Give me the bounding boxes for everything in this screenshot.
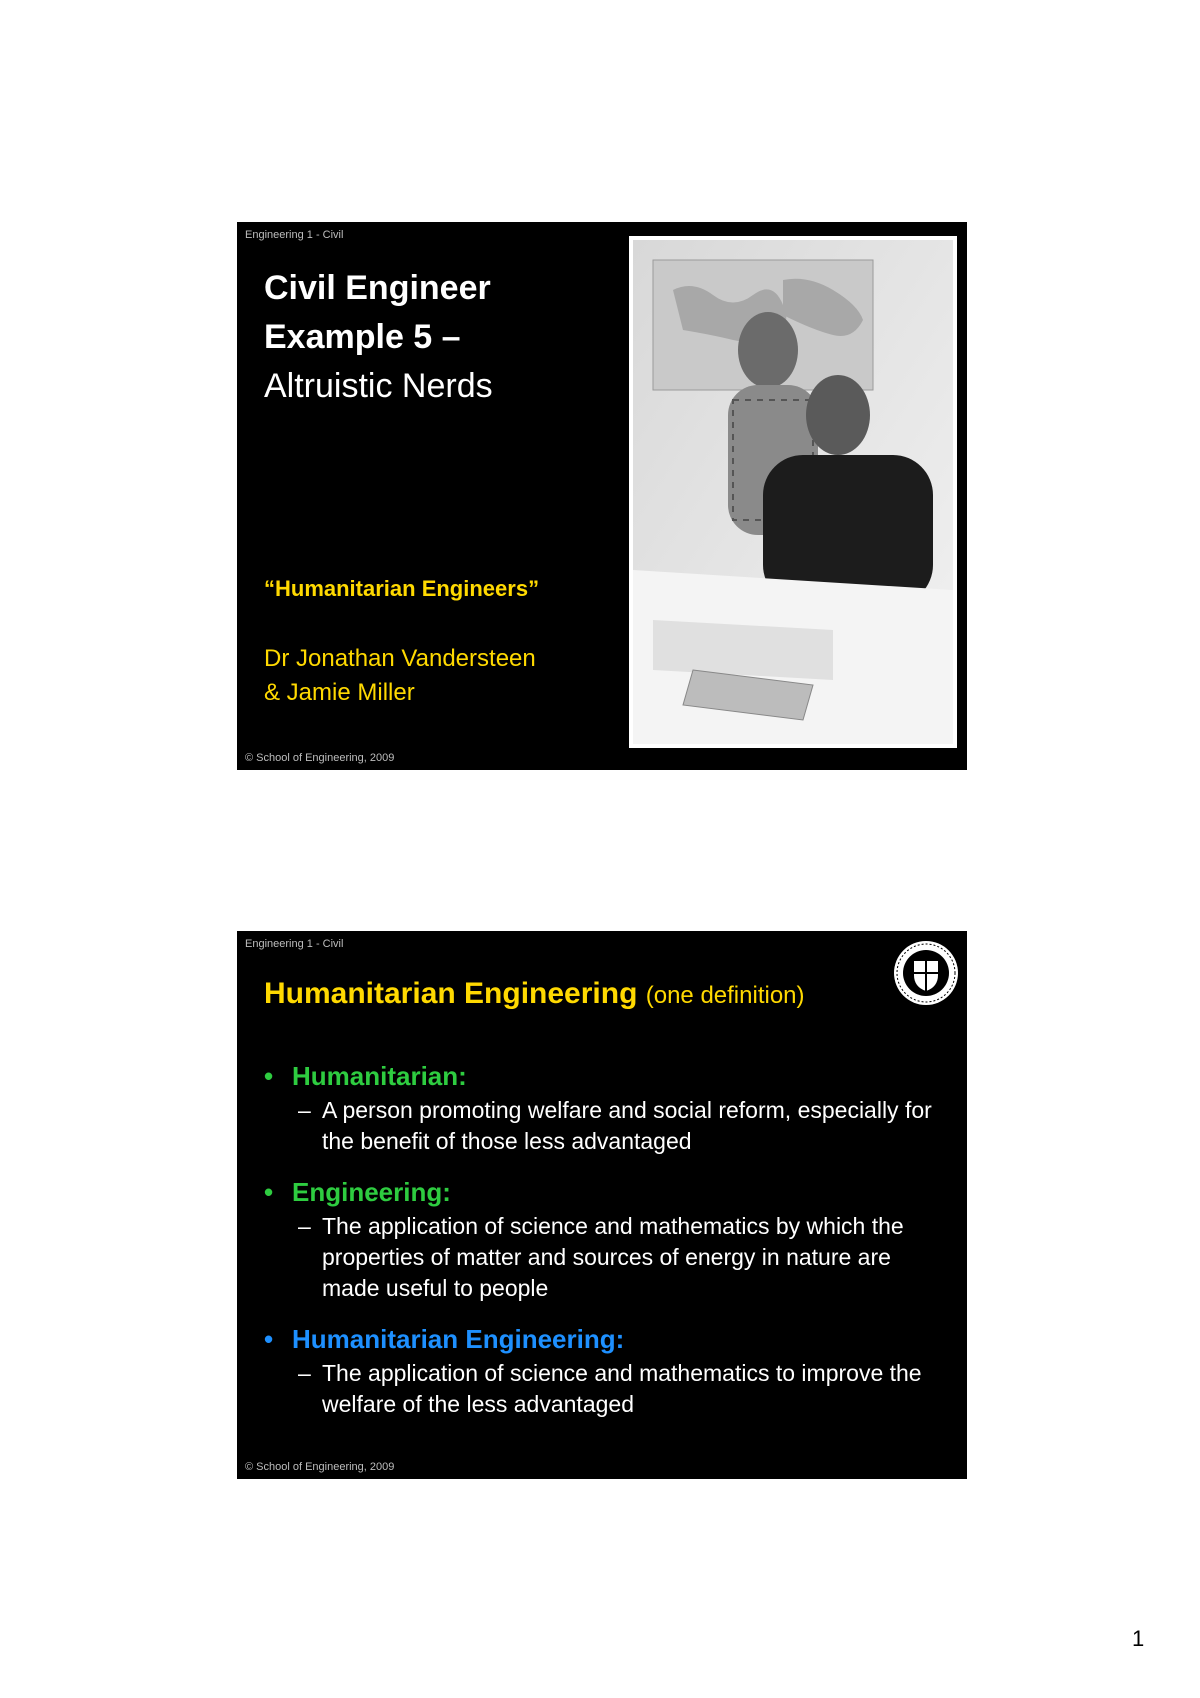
slide-title [264, 264, 493, 411]
author-line-2: & Jamie Miller [264, 679, 415, 706]
photo-two-people [633, 240, 953, 744]
slide-1 [237, 222, 967, 770]
bullet-dot: • [264, 1061, 274, 1091]
dash: – [298, 1097, 311, 1123]
bullet-dot: • [264, 1177, 274, 1207]
bullet-engineering [264, 1175, 954, 1209]
slide-title [264, 977, 805, 1011]
definition-text [298, 1095, 954, 1157]
definition-text [298, 1358, 954, 1420]
title-line-1: Civil Engineer [264, 269, 491, 307]
bullet-label: Humanitarian Engineering: [292, 1324, 625, 1354]
author-line-1: Dr Jonathan Vandersteen [264, 645, 536, 672]
definition-body: A person promoting welfare and social reform, especially for the benefit of those less advantaged [322, 1097, 932, 1154]
slide-header: Engineering 1 - Civil [245, 229, 344, 241]
bullet-label: Engineering: [292, 1177, 451, 1207]
bullet-humanitarian-engineering [264, 1322, 954, 1356]
definition-text [298, 1211, 954, 1304]
bullet-dot: • [264, 1324, 274, 1354]
bullet-label: Humanitarian: [292, 1061, 467, 1091]
title-line-2: Example 5 – [264, 318, 461, 356]
definition-body: The application of science and mathematics to improve the welfare of the less advantaged [322, 1360, 922, 1417]
bullet-humanitarian [264, 1059, 954, 1093]
dash: – [298, 1213, 311, 1239]
definition-body: The application of science and mathematics by which the properties of matter and sources of energy in nature are made useful to people [322, 1213, 904, 1301]
title-main: Humanitarian Engineering [264, 977, 638, 1010]
dash: – [298, 1360, 311, 1386]
photo-frame [629, 236, 957, 748]
authors [264, 642, 536, 710]
university-crest-icon [892, 939, 960, 1007]
slide-footer: © School of Engineering, 2009 [245, 752, 395, 764]
definition-list [264, 1059, 954, 1420]
title-line-3: Altruistic Nerds [264, 367, 493, 405]
title-subtitle: (one definition) [645, 982, 805, 1009]
page-number: 1 [1132, 1626, 1145, 1651]
slide-2 [237, 931, 967, 1479]
slide-footer: © School of Engineering, 2009 [245, 1461, 395, 1473]
slide-header: Engineering 1 - Civil [245, 938, 344, 950]
quote-text: “Humanitarian Engineers” [264, 576, 540, 601]
